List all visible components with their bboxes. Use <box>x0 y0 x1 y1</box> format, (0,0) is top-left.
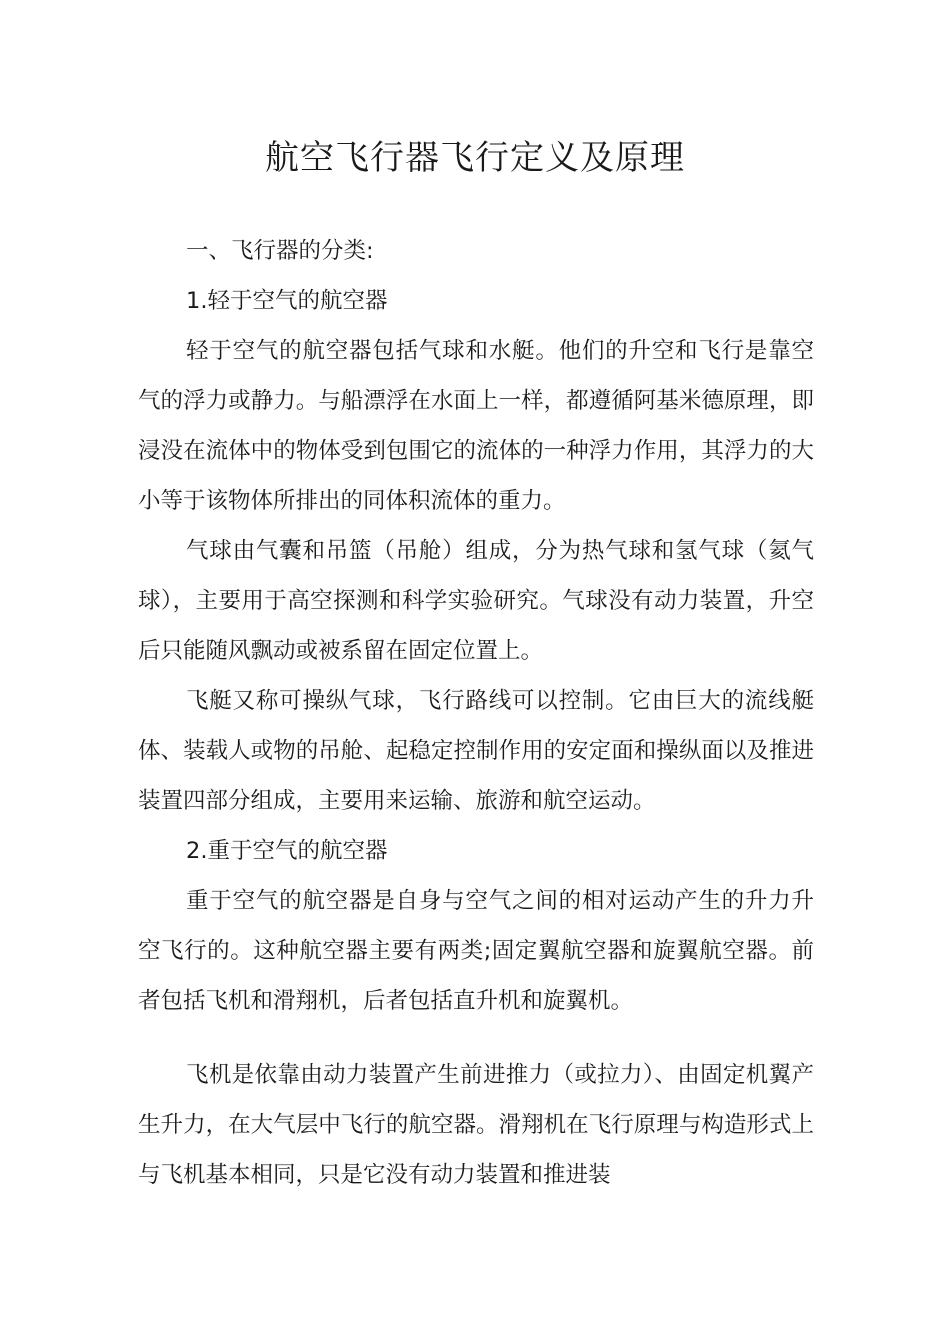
subheading-heavier-than-air: 2.重于空气的航空器 <box>186 838 388 864</box>
section-heading-classification: 一、飞行器的分类: <box>186 238 374 264</box>
paragraph-balloon: 气球由气囊和吊篮（吊舱）组成，分为热气球和氢气球（氦气球），主要用于高空探测和科学实验研究。气球没有动力装置，升空后只能随风飘动或被系留在固定位置上。 <box>138 538 814 664</box>
subheading-lighter-than-air: 1.轻于空气的航空器 <box>186 288 388 314</box>
paragraph-airship: 飞艇又称可操纵气球，飞行路线可以控制。它由巨大的流线艇体、装载人或物的吊舱、起稳定控制作用的安定面和操纵面以及推进装置四部分组成，主要用来运输、旅游和航空运动。 <box>138 688 814 814</box>
paragraph-heavier-than-air: 重于空气的航空器是自身与空气之间的相对运动产生的升力升空飞行的。这种航空器主要有两类;固定翼航空器和旋翼航空器。前者包括飞机和滑翔机，后者包括直升机和旋翼机。 <box>138 888 814 1014</box>
document-title: 航空飞行器飞行定义及原理 <box>265 138 685 178</box>
paragraph-lighter-than-air: 轻于空气的航空器包括气球和水艇。他们的升空和飞行是靠空气的浮力或静力。与船漂浮在水面上一样，都遵循阿基米德原理，即浸没在流体中的物体受到包围它的流体的一种浮力作用，其浮力的大小等于该物体所排出的同体积流体的重力。 <box>138 338 814 514</box>
document-body <box>138 226 814 1200</box>
paragraph-airplane: 飞机是依靠由动力装置产生前进推力（或拉力）、由固定机翼产生升力，在大气层中飞行的航空器。滑翔机在飞行原理与构造形式上与飞机基本相同，只是它没有动力装置和推进装 <box>138 1062 814 1188</box>
